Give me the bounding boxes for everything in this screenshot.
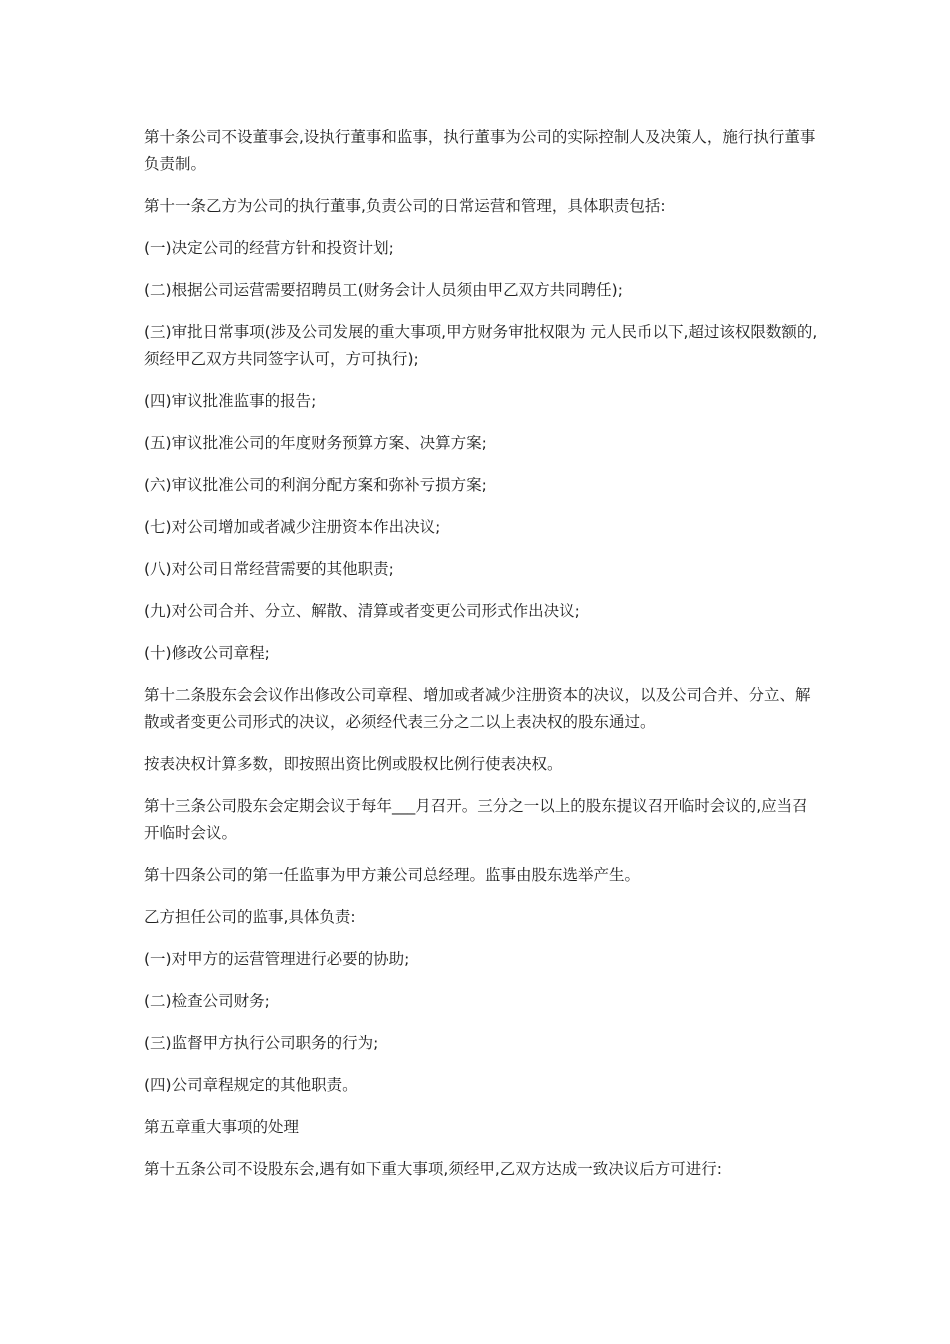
article-11: 第十一条乙方为公司的执行董事,负责公司的日常运营和管理，具体职责包括:: [144, 197, 666, 215]
article-10: 第十条公司不设董事会,设执行董事和监事，执行董事为公司的实际控制人及决策人，施行执行董事负责制。: [144, 128, 816, 173]
document-body: [144, 124, 819, 1198]
list-item: (二)根据公司运营需要招聘员工(财务会计人员须由甲乙双方共同聘任);: [144, 281, 623, 299]
article-14: 第十四条公司的第一任监事为甲方兼公司总经理。监事由股东选举产生。: [144, 866, 641, 884]
list-item: (三)审批日常事项(涉及公司发展的重大事项,甲方财务审批权限为 元人民币以下,超过该权限数额的,须经甲乙双方共同签字认可，方可执行);: [144, 323, 818, 368]
list-item: (一)对甲方的运营管理进行必要的协助;: [144, 950, 410, 968]
list-item: (七)对公司增加或者减少注册资本作出决议;: [144, 518, 441, 536]
list-item: (一)决定公司的经营方针和投资计划;: [144, 239, 394, 257]
list-item: (十)修改公司章程;: [144, 644, 270, 662]
list-item: (四)审议批准监事的报告;: [144, 392, 317, 410]
list-item: (三)监督甲方执行公司职务的行为;: [144, 1034, 379, 1052]
article-12: 第十二条股东会会议作出修改公司章程、增加或者减少注册资本的决议，以及公司合并、分立、解散或者变更公司形式的决议，必须经代表三分之二以上表决权的股东通过。: [144, 686, 811, 731]
chapter-5-heading: 第五章重大事项的处理: [144, 1118, 300, 1136]
list-item: (五)审议批准公司的年度财务预算方案、决算方案;: [144, 434, 487, 452]
article-13: 第十三条公司股东会定期会议于每年___月召开。三分之一以上的股东提议召开临时会议的,应当召开临时会议。: [144, 797, 808, 842]
list-item: (四)公司章程规定的其他职责。: [144, 1076, 358, 1094]
list-item: (六)审议批准公司的利润分配方案和弥补亏损方案;: [144, 476, 487, 494]
list-item: (二)检查公司财务;: [144, 992, 270, 1010]
list-item: (八)对公司日常经营需要的其他职责;: [144, 560, 394, 578]
list-item: (九)对公司合并、分立、解散、清算或者变更公司形式作出决议;: [144, 602, 580, 620]
voting-note: 按表决权计算多数，即按照出资比例或股权比例行使表决权。: [144, 755, 563, 773]
supervisor-duties-intro: 乙方担任公司的监事,具体负责:: [144, 908, 356, 926]
article-15: 第十五条公司不设股东会,遇有如下重大事项,须经甲,乙双方达成一致决议后方可进行:: [144, 1160, 723, 1178]
